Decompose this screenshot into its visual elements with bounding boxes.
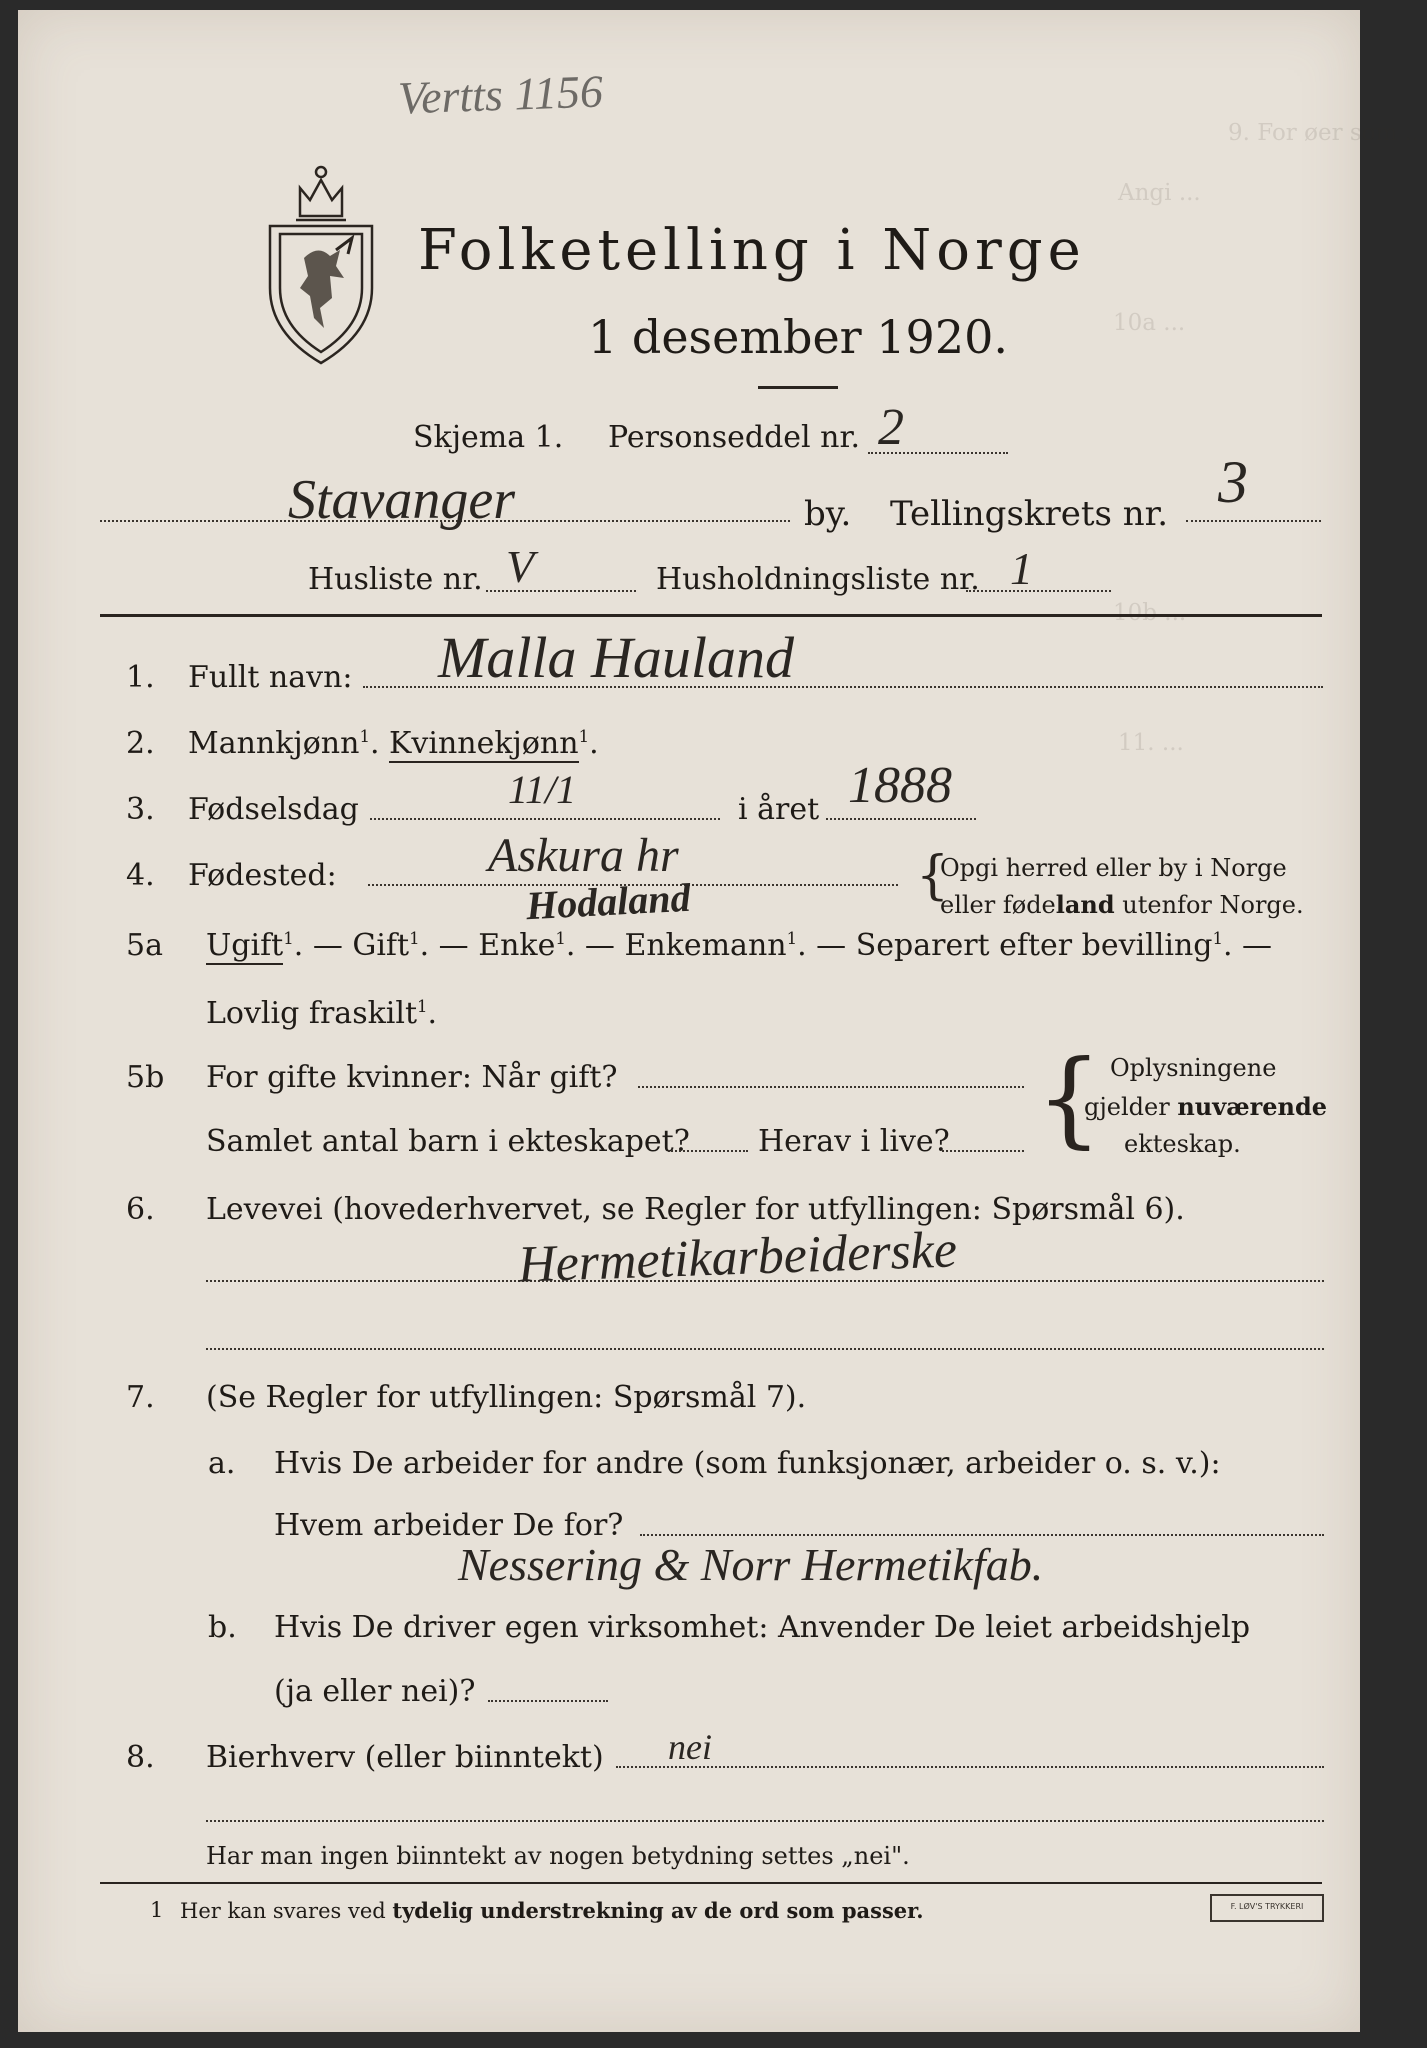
q2-mannkjonn: Mannkjønn bbox=[188, 726, 360, 761]
q7a-label: Hvis De arbeider for andre (som funksjonær, arbeider o. s. v.): bbox=[274, 1446, 1221, 1481]
q5b-bracket: { bbox=[1036, 1037, 1103, 1159]
q5a-number: 5a bbox=[126, 928, 163, 963]
census-form-sheet: 9. For øer som ... Angi ... 10a ... 10b ... 11. ... Vertts 1156 Folketelling i Norge 1 desember 1920. Skjema 1. Personseddel nr. 2 Stavanger by. Tellingskrets nr. 3 Husliste nr. V Husholdningsliste nr. 1 1. Fullt navn: Malla Hauland 2. Mannkjønn$^1$. Kvinnekjønn$^1$. 3. Fødselsdag 11/1 i året 1888 4. Fødested: Askura hr Hodaland { Opgi herred eller by i Norge eller fødeland utenfor Norge. 5a Ugift$^1$. — Gift$^1$. — Enke$^1$. — Enkemann$^1$. — Separert efter bevilling$^1$. — Lovlig fraskilt$^1$. 5b For gifte kvinner: Når gift? Samlet antal barn i ekteskapet? Herav i live? { Oplysningene gjelder nuværende ekteskap. 6. Levevei (hovederhvervet, se Regler for utfyllingen: Spørsmål 6). Hermetikarbeiderske 7. (Se Regler for utfyllingen: Spørsmål 7). a. Hvis De arbeider for andre (som funksjonær, arbeider o. s. v.): Hvem arbeider De for? Nessering & Norr Hermetikfab. b. Hvis De driver egen virksomhet: Anvender De leiet arbeidshjelp (ja eller nei)? 8. Bierhverv (eller biinntekt) nei Har man ingen biinntekt av nogen betydning settes „nei". 1 Her kan svares ved tydelig understrekning av de ord som passer. F. LØV'S TRYKKERI bbox=[18, 10, 1360, 2032]
q7b-letter: b. bbox=[208, 1610, 237, 1645]
schema-label: Skjema 1. bbox=[413, 420, 564, 455]
q5b-barn-label: Samlet antal barn i ekteskapet? bbox=[206, 1124, 690, 1159]
footnote-text: Her kan svares ved tydelig understrekning av de ord som passer. bbox=[180, 1898, 924, 1923]
q5a-options: Ugift$^1$. — Gift$^1$. — Enke$^1$. — Enkemann$^1$. — Separert efter bevilling$^1$. — bbox=[206, 928, 1273, 963]
q8-value: nei bbox=[668, 1727, 712, 1767]
tellingskrets-value: 3 bbox=[1218, 449, 1248, 515]
q8-note: Har man ingen biinntekt av nogen betydning settes „nei". bbox=[206, 1842, 910, 1870]
q7a-letter: a. bbox=[208, 1446, 236, 1481]
q3-number: 3. bbox=[126, 792, 155, 827]
personseddel-label: Personseddel nr. bbox=[608, 420, 861, 455]
norway-coat-of-arms-icon bbox=[260, 158, 382, 368]
q3-label: Fødselsdag bbox=[188, 792, 359, 827]
husliste-label: Husliste nr. bbox=[308, 562, 483, 597]
q5a-lovlig: Lovlig fraskilt$^1$. bbox=[206, 996, 438, 1031]
personseddel-value: 2 bbox=[878, 399, 904, 456]
q5b-label: For gifte kvinner: Når gift? bbox=[206, 1060, 618, 1095]
q7-number: 7. bbox=[126, 1380, 155, 1415]
q2-number: 2. bbox=[126, 726, 155, 761]
city-label: by. bbox=[804, 494, 852, 534]
footnote-rule bbox=[100, 1882, 1322, 1884]
footnote-mark: 1 bbox=[150, 1898, 164, 1922]
q8-number: 8. bbox=[126, 1740, 155, 1775]
section-rule bbox=[100, 614, 1322, 617]
q5b-note-line3: ekteskap. bbox=[1124, 1130, 1241, 1158]
q4-birthplace-county: Hodaland bbox=[524, 874, 692, 929]
q5b-note-line1: Oplysningene bbox=[1110, 1054, 1277, 1082]
q1-label: Fullt navn: bbox=[188, 660, 353, 695]
q7a-who-label: Hvem arbeider De for? bbox=[274, 1508, 624, 1543]
q4-birthplace-value: Askura hr bbox=[488, 829, 679, 882]
census-date: 1 desember 1920. bbox=[588, 310, 1008, 364]
q6-label: Levevei (hovederhvervet, se Regler for utfyllingen: Spørsmål 6). bbox=[206, 1192, 1185, 1227]
q7b-label: Hvis De driver egen virksomhet: Anvender De leiet arbeidshjelp bbox=[274, 1610, 1251, 1645]
q5b-number: 5b bbox=[126, 1060, 165, 1095]
q2-kvinnekjonn: Kvinnekjønn bbox=[389, 726, 579, 761]
husholdning-value: 1 bbox=[1010, 543, 1033, 594]
printer-stamp: F. LØV'S TRYKKERI bbox=[1210, 1894, 1324, 1922]
q4-number: 4. bbox=[126, 858, 155, 893]
form-title: Folketelling i Norge bbox=[418, 218, 1086, 283]
husliste-value: V bbox=[506, 541, 535, 592]
q1-full-name-value: Malla Hauland bbox=[438, 625, 795, 690]
q4-note-line2: eller fødeland utenfor Norge. bbox=[940, 890, 1304, 919]
title-divider bbox=[758, 386, 838, 389]
q3-year-label: i året bbox=[738, 792, 820, 827]
q8-label: Bierhverv (eller biinntekt) bbox=[206, 1740, 604, 1775]
q6-number: 6. bbox=[126, 1192, 155, 1227]
q4-label: Fødested: bbox=[188, 858, 337, 893]
q4-note-bracket: { bbox=[916, 846, 950, 906]
q7a-employer-value: Nessering & Norr Hermetikfab. bbox=[458, 1539, 1044, 1590]
city-value: Stavanger bbox=[288, 469, 516, 531]
q4-note-line1: Opgi herred eller by i Norge bbox=[940, 854, 1287, 882]
q2-options: Mannkjønn$^1$. Kvinnekjønn$^1$. bbox=[188, 726, 599, 761]
q3-year-value: 1888 bbox=[848, 757, 952, 814]
q1-number: 1. bbox=[126, 660, 155, 695]
q6-occupation-value: Hermetikarbeiderske bbox=[517, 1221, 958, 1294]
q7-label: (Se Regler for utfyllingen: Spørsmål 7). bbox=[206, 1380, 807, 1415]
q3-birthday-value: 11/1 bbox=[508, 767, 577, 812]
q5b-live-label: Herav i live? bbox=[758, 1124, 950, 1159]
q7b-ja-label: (ja eller nei)? bbox=[274, 1674, 476, 1709]
tellingskrets-label: Tellingskrets nr. bbox=[890, 494, 1169, 534]
q5a-ugift: Ugift bbox=[206, 928, 284, 963]
pencil-archive-mark: Vertts 1156 bbox=[397, 65, 604, 124]
q5b-note-line2: gjelder nuværende bbox=[1084, 1092, 1328, 1121]
husholdning-label: Husholdningsliste nr. bbox=[656, 562, 980, 597]
